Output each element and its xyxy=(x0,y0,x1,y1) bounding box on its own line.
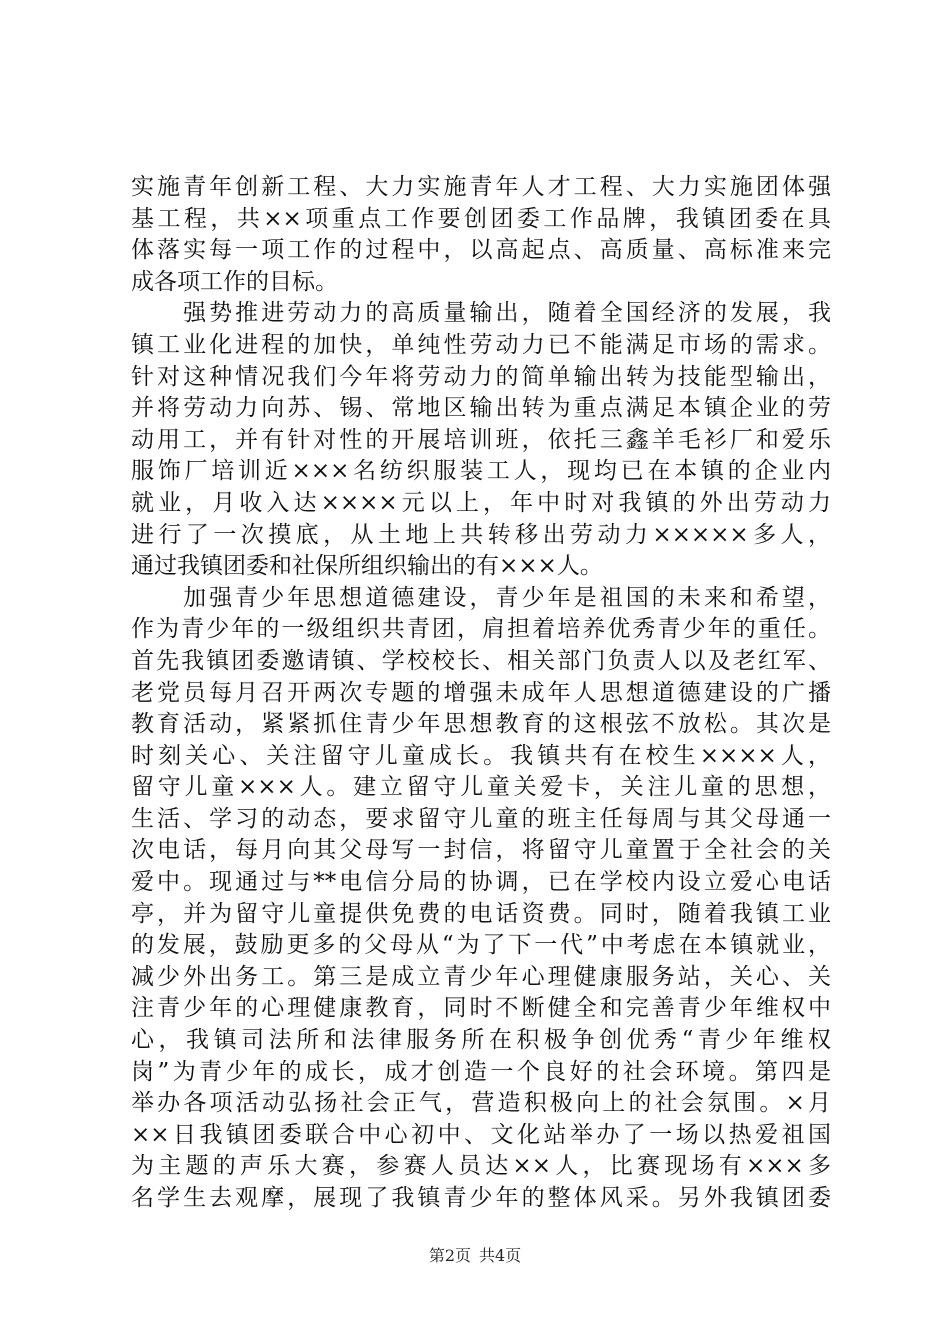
text-line: 体落实每一项工作的过程中，以高起点、高质量、高标准来完 xyxy=(131,237,831,264)
text-line: 亭，并为留守儿童提供免费的电话资费。同时，随着我镇工业 xyxy=(131,900,831,927)
text-line: 加强青少年思想道德建设，青少年是祖国的未来和希望， xyxy=(131,584,831,611)
text-line: ××日我镇团委联合中心初中、文化站举办了一场以热爱祖国 xyxy=(131,1121,831,1148)
text-line: 爱中。现通过与**电信分局的协调，已在学校内设立爱心电话 xyxy=(131,869,831,896)
document-body xyxy=(131,172,831,1215)
text-line: 镇工业化进程的加快，单纯性劳动力已不能满足市场的需求。 xyxy=(131,331,831,358)
text-line: 首先我镇团委邀请镇、学校校长、相关部门负责人以及老红军、 xyxy=(131,647,831,674)
text-line: 成各项工作的目标。 xyxy=(131,268,338,295)
text-line: 岗”为青少年的成长，成才创造一个良好的社会环境。第四是 xyxy=(131,1058,831,1085)
text-line: 留守儿童×××人。建立留守儿童关爱卡，关注儿童的思想， xyxy=(131,774,831,801)
text-line: 的发展，鼓励更多的父母从“为了下一代”中考虑在本镇就业， xyxy=(131,932,831,959)
text-line: 进行了一次摸底，从土地上共转移出劳动力×××××多人， xyxy=(131,521,831,548)
text-line: 服饰厂培训近×××名纺织服装工人，现均已在本镇的企业内 xyxy=(131,458,831,485)
text-line: 并将劳动力向苏、锡、常地区输出转为重点满足本镇企业的劳 xyxy=(131,395,831,422)
text-line: 强势推进劳动力的高质量输出，随着全国经济的发展，我 xyxy=(131,300,831,327)
text-line: 时刻关心、关注留守儿童成长。我镇共有在校生××××人， xyxy=(131,742,831,769)
text-line: 为主题的声乐大赛，参赛人员达××人，比赛现场有×××多 xyxy=(131,1153,831,1180)
text-line: 减少外出务工。第三是成立青少年心理健康服务站，关心、关 xyxy=(131,963,831,990)
text-line: 作为青少年的一级组织共青团，肩担着培养优秀青少年的重任。 xyxy=(131,616,831,643)
text-line: 生活、学习的动态，要求留守儿童的班主任每周与其父母通一 xyxy=(131,805,831,832)
page-number: 第2页 xyxy=(428,1246,471,1265)
text-line: 通过我镇团委和社保所组织输出的有×××人。 xyxy=(131,553,603,580)
text-line: 注青少年的心理健康教育，同时不断健全和完善青少年维权中 xyxy=(131,995,831,1022)
page-footer xyxy=(0,1243,950,1266)
page-total: 共4页 xyxy=(479,1246,522,1265)
text-line: 就业，月收入达××××元以上，年中时对我镇的外出劳动力 xyxy=(131,489,831,516)
text-line: 教育活动，紧紧抓住青少年思想教育的这根弦不放松。其次是 xyxy=(131,711,831,738)
text-line: 老党员每月召开两次专题的增强未成年人思想道德建设的广播 xyxy=(131,679,831,706)
text-line: 实施青年创新工程、大力实施青年人才工程、大力实施团体强 xyxy=(131,174,831,200)
text-line: 心，我镇司法所和法律服务所在积极争创优秀“青少年维权 xyxy=(131,1027,831,1054)
text-line: 举办各项活动弘扬社会正气，营造积极向上的社会氛围。×月 xyxy=(131,1090,831,1117)
text-line: 次电话，每月向其父母写一封信，将留守儿童置于全社会的关 xyxy=(131,837,831,864)
text-line: 基工程，共××项重点工作要创团委工作品牌，我镇团委在具 xyxy=(131,205,831,232)
text-line: 名学生去观摩，展现了我镇青少年的整体风采。另外我镇团委 xyxy=(131,1185,831,1211)
text-line: 动用工，并有针对性的开展培训班，依托三鑫羊毛衫厂和爱乐 xyxy=(131,426,831,453)
text-line: 针对这种情况我们今年将劳动力的简单输出转为技能型输出， xyxy=(131,363,831,390)
